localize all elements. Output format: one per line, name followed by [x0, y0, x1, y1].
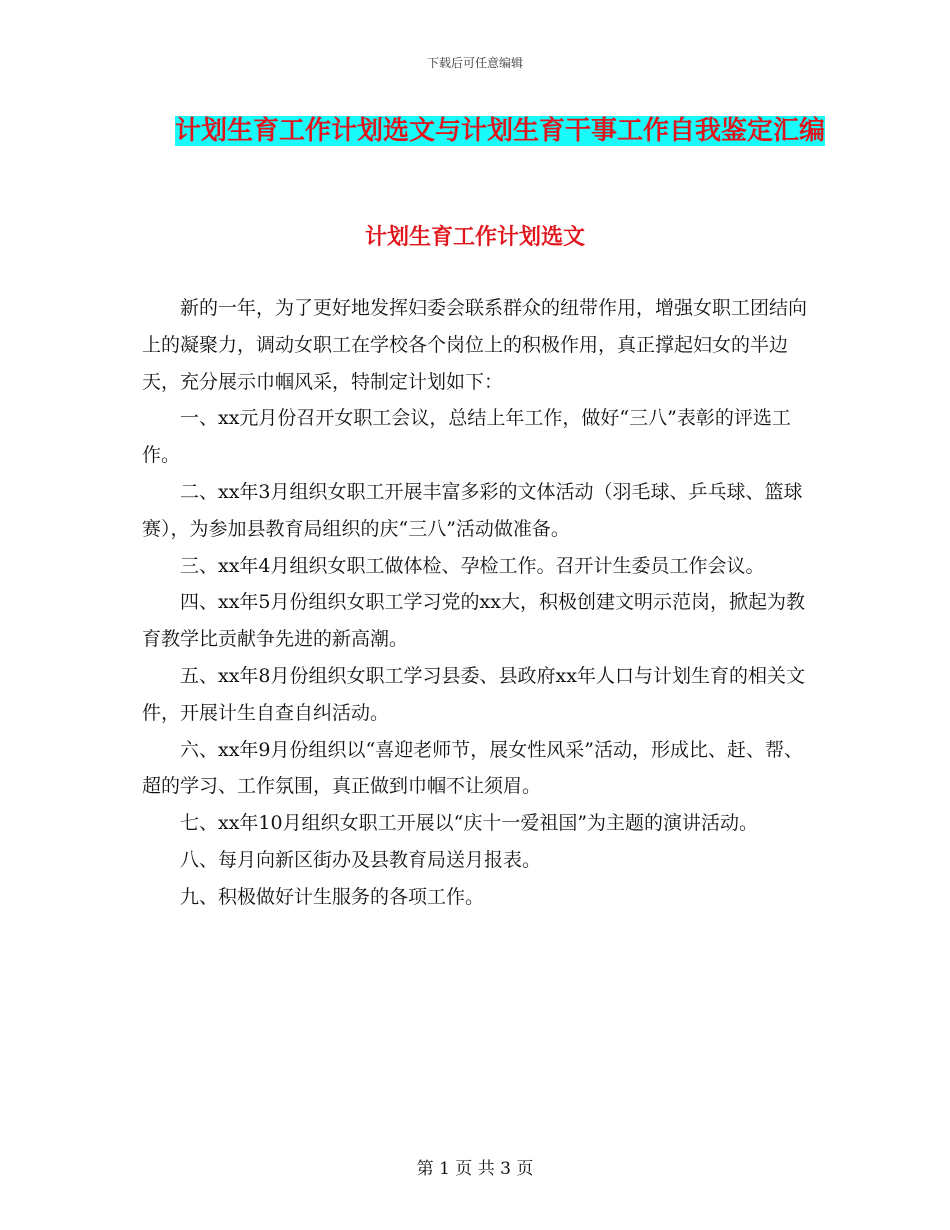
paragraph: 七、xx年10月组织女职工开展以“庆十一爱祖国”为主题的演讲活动。	[180, 812, 759, 835]
main-title-text: 计划生育工作计划选文与计划生育干事工作自我鉴定汇编	[174, 116, 825, 146]
body-text	[142, 290, 812, 916]
paragraph: 二、xx年3月组织女职工开展丰富多彩的文体活动（羽毛球、乒乓球、篮球赛），为参加县教育局组织的庆“三八”活动做准备。	[142, 480, 803, 540]
paragraph: 六、xx年9月份组织以“喜迎老师节，展女性风采”活动，形成比、赶、帮、超的学习、工作氛围，真正做到巾帼不让须眉。	[142, 738, 803, 798]
paragraph: 新的一年，为了更好地发挥妇委会联系群众的纽带作用，增强女职工团结向上的凝聚力，调动女职工在学校各个岗位上的积极作用，真正撑起妇女的半边天，充分展示巾帼风采，特制定计划如下：	[142, 297, 808, 393]
header-note: 下载后可任意编辑	[426, 56, 523, 70]
paragraph: 五、xx年8月份组织女职工学习县委、县政府xx年人口与计划生育的相关文件，开展计生自查自纠活动。	[142, 664, 805, 724]
page-footer: 第 1 页 共 3 页	[416, 1159, 534, 1179]
paragraph: 三、xx年4月组织女职工做体检、孕检工作。召开计生委员工作会议。	[180, 554, 765, 577]
section-title: 计划生育工作计划选文	[364, 225, 585, 250]
paragraph: 八、每月向新区街办及县教育局送月报表。	[180, 848, 542, 871]
main-title	[150, 108, 850, 154]
paragraph: 四、xx年5月份组织女职工学习党的xx大，积极创建文明示范岗，掀起为教育教学比贡献争先进的新高潮。	[142, 591, 805, 651]
paragraph: 九、积极做好计生服务的各项工作。	[180, 885, 485, 908]
paragraph: 一、xx元月份召开女职工会议，总结上年工作，做好“三八”表彰的评选工作。	[142, 407, 791, 467]
